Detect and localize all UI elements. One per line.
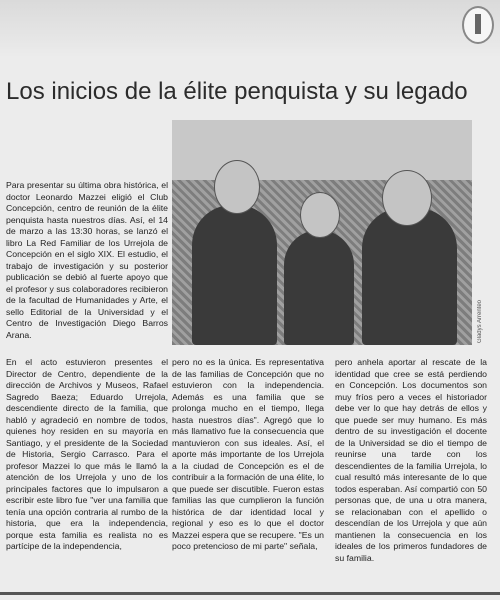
archive-seal-icon [462, 6, 494, 44]
paragraph-column-2: pero no es la única. Es representativa de las familias de Concepción que no estuvieron con la independencia. Además es una familia que se prolonga mucho en el tiempo, llega hasta nuestros días". Agregó que lo más llamativo fue la consecuencia que mantuvieron con sus ideales. Así, el aporte más importante de los Urrejola a la ciudad de Concepción es el de contribuir a la formación de una élite, lo que puede ser discutible. Fueron estas familias las que cumplieron la función histórica de dar identidad local y regional y eso es lo que el doctor Mazzei espera que se recupere. "Es un poco pretencioso de mi parte" señala, [172, 357, 324, 551]
column-1-bottom [6, 357, 168, 553]
photo-head-right [382, 170, 432, 226]
photo-person-right [362, 208, 457, 345]
photo-head-middle [300, 192, 340, 238]
column-2 [172, 357, 324, 553]
column-3 [335, 357, 487, 564]
column-1-top [6, 180, 168, 341]
paragraph-attendees: En el acto estuvieron presentes el Director de Centro, dependiente de la dirección de Archivos y Museos, Rafael Sagredo Baeza; Eduardo Urrejola, descendiente directo de la familia, que habló y agradeció en nombre de todos, quienes hoy residen en su mayoría en Santiago, y el presidente de la Sociedad de Historia, Sergio Carrasco. Para el profesor Mazzei lo que más le llamó la atención de los Urrejola y uno de los principales factores que lo impulsaron a escribir este libro fue "ver una familia que tenía una opción contraria al rumbo de la historia, que era la independencia, porque esta familia es realista no es partícipe de la independencia, [6, 357, 168, 551]
article-photo [172, 120, 472, 345]
photo-person-left [192, 205, 277, 345]
masthead-faded [8, 8, 308, 18]
paragraph-column-3: pero anhela aportar al rescate de la identidad que cree se está perdiendo en Concepción. Los documentos son muy fríos pero a veces el historiador debe ver lo que hay detrás de ellos y que puede ser muy humano. Es más dentro de su investigación el docente de la Universidad se dio el tiempo de reunirse una tarde con los descendientes de la familia Urrejola, lo cual resultó más interesante de lo que todos esperaban. Así compartió con 50 personas que, de una u otra manera, se relacionaban con el apellido o descendían de los Urrejola y que aún mantienen la consecuencia en los ideales de los primeros fundadores de su familia. [335, 357, 487, 563]
photo-credit: Gladys Arrenteo [477, 300, 483, 344]
photo-head-left [214, 160, 260, 214]
photo-person-middle [284, 230, 354, 345]
bottom-rule [0, 592, 500, 595]
paragraph-intro: Para presentar su última obra histórica, el doctor Leonardo Mazzei eligió el Club Concepción, centro de reunión de la élite penquista hasta nuestros días. Así, el 14 de marzo a las 13:30 horas, se lanzó el libro La Red Familiar de los Urrejola de Concepción en el siglo XIX. El estudio, el trabajo de investigación y su posterior publicación se debió al fuerte apoyo que el profesor y sus colaboradores recibieron de la facultad de Humanidades y Arte, el sello Editorial de la Universidad y el Centro de Investigación Diego Barros Arana. [6, 180, 168, 340]
article-title: Los inicios de la élite penquista y su legado [6, 78, 468, 105]
